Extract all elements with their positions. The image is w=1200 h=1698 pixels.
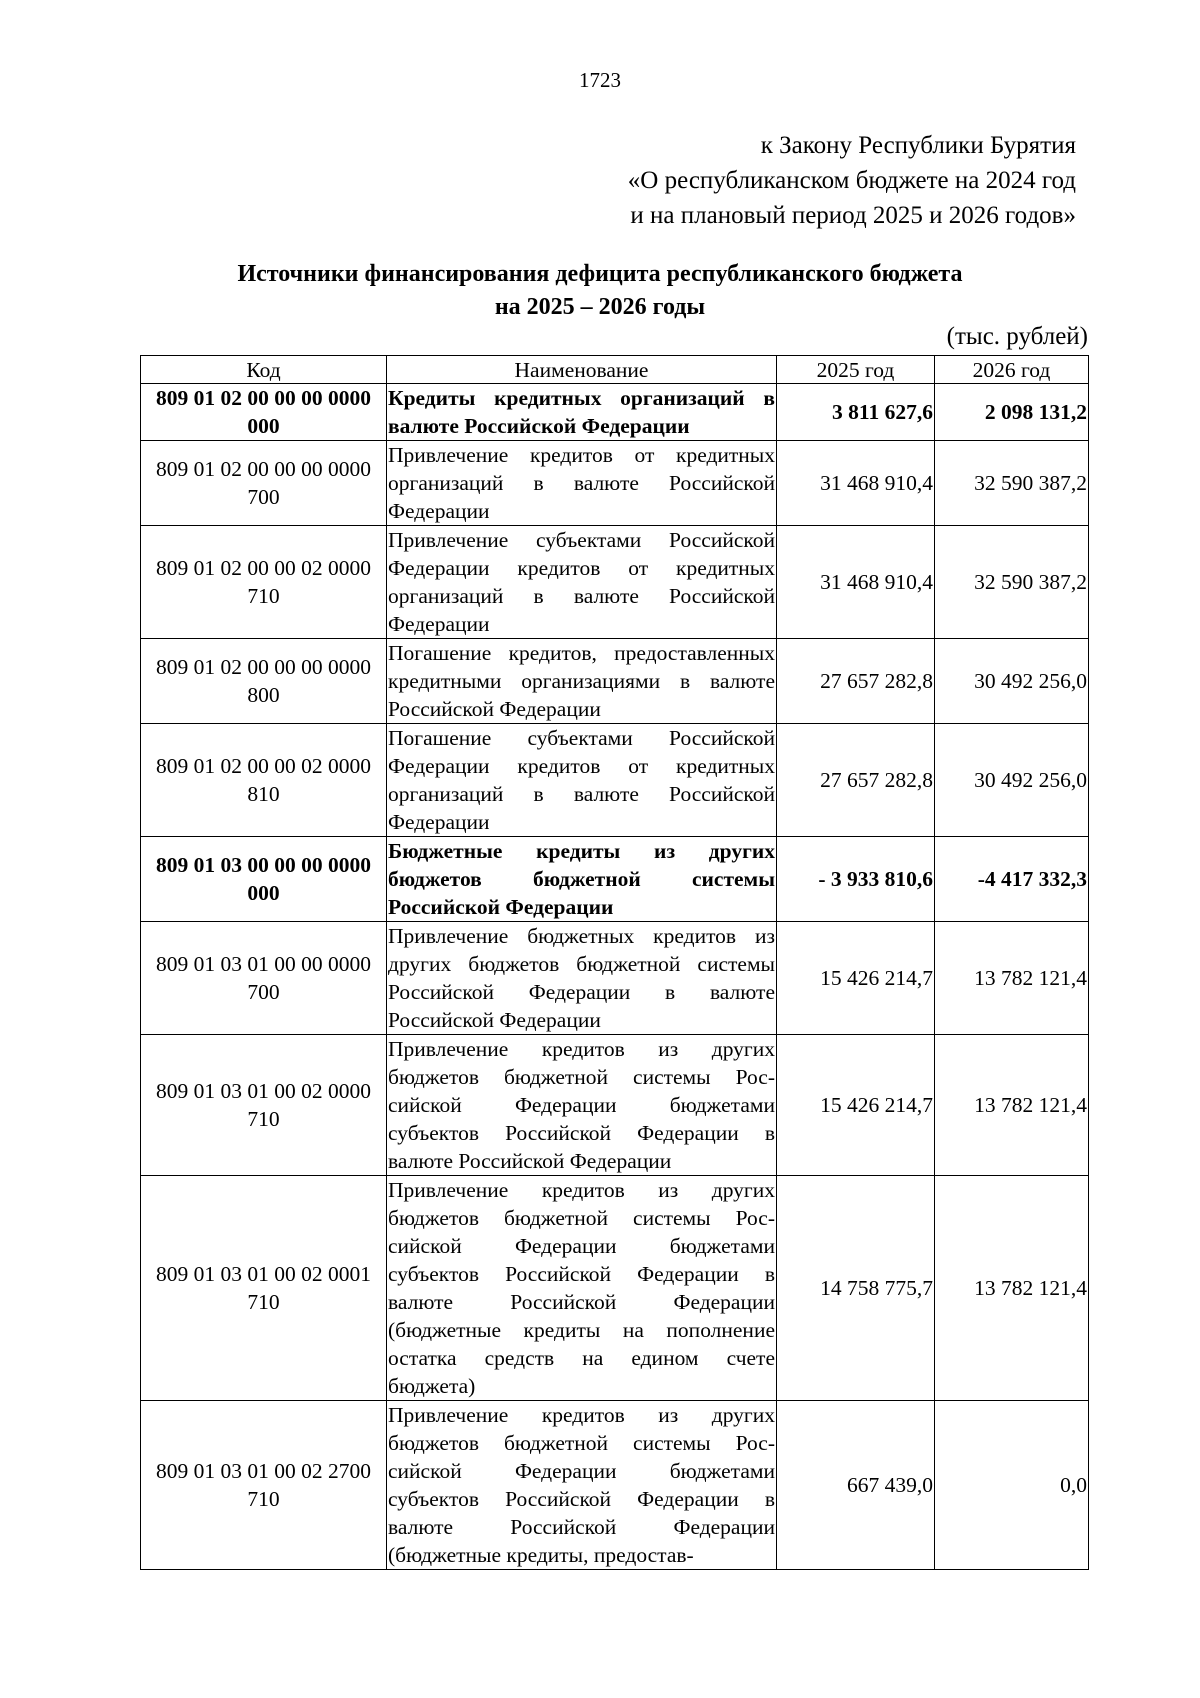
table-row	[141, 1176, 1089, 1401]
column-header-2025: 2025 год	[777, 356, 935, 384]
table-row	[141, 1035, 1089, 1176]
row-value-2025: 15 426 214,7	[777, 1035, 935, 1176]
row-value-2025: 3 811 627,6	[777, 384, 935, 441]
row-code-line-2: 710	[247, 1290, 280, 1314]
row-value-2025: 27 657 282,8	[777, 724, 935, 837]
row-code	[141, 837, 387, 922]
row-code	[141, 526, 387, 639]
row-value-2026: 30 492 256,0	[935, 639, 1089, 724]
table-row	[141, 1401, 1089, 1570]
row-value-2025: 27 657 282,8	[777, 639, 935, 724]
row-code	[141, 1401, 387, 1570]
row-value-2026: 13 782 121,4	[935, 1035, 1089, 1176]
title-line-2: на 2025 – 2026 годы	[494, 294, 706, 320]
row-code-line-1: 809 01 02 00 00 02 0000	[156, 556, 371, 580]
table-row	[141, 724, 1089, 837]
row-name: Привлечение субъектами Российской Федерации кредитов от кредитных организаций в валюте Российской Федерации	[387, 526, 777, 639]
row-code-line-2: 710	[247, 1107, 280, 1131]
row-code-line-1: 809 01 02 00 00 00 0000	[156, 386, 371, 410]
row-value-2025: 31 468 910,4	[777, 441, 935, 526]
row-code-line-1: 809 01 02 00 00 02 0000	[156, 754, 371, 778]
row-name: Погашение кредитов, предоставленных кредитными организациями в валюте Российской Федерации	[387, 639, 777, 724]
page-number: 1723	[579, 68, 621, 92]
row-code-line-2: 810	[247, 782, 280, 806]
law-reference-header	[628, 128, 1076, 233]
row-code	[141, 1176, 387, 1401]
financing-sources-table	[140, 355, 1089, 1570]
table-row	[141, 837, 1089, 922]
row-name: Погашение субъектами Российской Федерации кредитов от кредитных организаций в валюте Российской Федерации	[387, 724, 777, 837]
row-code-line-1: 809 01 03 01 00 02 0000	[156, 1079, 371, 1103]
row-value-2026: 30 492 256,0	[935, 724, 1089, 837]
table-body	[141, 384, 1089, 1570]
row-code	[141, 441, 387, 526]
row-value-2025: 15 426 214,7	[777, 922, 935, 1035]
row-value-2026: -4 417 332,3	[935, 837, 1089, 922]
row-code-line-2: 710	[247, 1487, 280, 1511]
row-name: Кредиты кредитных организаций в валюте Российской Федерации	[387, 384, 777, 441]
row-name: Привлечение бюджетных кредитов из других бюджетов бюджетной системы Российской Федерации в валюте Российской Федерации	[387, 922, 777, 1035]
table-header-row	[141, 356, 1089, 384]
table-row	[141, 384, 1089, 441]
row-name: Бюджетные кредиты из других бюджетов бюджетной системы Российской Федерации	[387, 837, 777, 922]
row-name: Привлечение кредитов из других бюджетов бюджетной системы Российской Федерации бюджетами субъектов Российской Федерации в валюте Российской Федерации (бюджетные кредиты, предостав-	[387, 1401, 777, 1570]
row-code-line-2: 000	[247, 881, 280, 905]
header-line-3: и на плановый период 2025 и 2026 годов»	[630, 202, 1076, 229]
row-code-line-1: 809 01 03 01 00 00 0000	[156, 952, 371, 976]
row-code-line-2: 800	[247, 683, 280, 707]
row-code-line-2: 700	[247, 485, 280, 509]
table-row	[141, 922, 1089, 1035]
row-value-2026: 0,0	[935, 1401, 1089, 1570]
column-header-code: Код	[141, 356, 387, 384]
row-code-line-2: 000	[247, 414, 280, 438]
column-header-2026: 2026 год	[935, 356, 1089, 384]
row-value-2026: 32 590 387,2	[935, 441, 1089, 526]
row-name: Привлечение кредитов от кредитных организаций в валюте Российской Федерации	[387, 441, 777, 526]
row-code-line-1: 809 01 03 01 00 02 0001	[156, 1262, 371, 1286]
header-line-1: к Закону Республики Бурятия	[760, 132, 1076, 159]
row-code	[141, 639, 387, 724]
row-code-line-1: 809 01 03 00 00 00 0000	[156, 853, 371, 877]
row-value-2026: 13 782 121,4	[935, 1176, 1089, 1401]
row-value-2026: 13 782 121,4	[935, 922, 1089, 1035]
row-code	[141, 1035, 387, 1176]
row-value-2026: 32 590 387,2	[935, 526, 1089, 639]
row-code-line-1: 809 01 02 00 00 00 0000	[156, 457, 371, 481]
row-code-line-1: 809 01 02 00 00 00 0000	[156, 655, 371, 679]
row-value-2025: 667 439,0	[777, 1401, 935, 1570]
units-label: (тыс. рублей)	[946, 323, 1088, 350]
row-code-line-2: 710	[247, 584, 280, 608]
row-value-2026: 2 098 131,2	[935, 384, 1089, 441]
title-line-1: Источники финансирования дефицита республиканского бюджета	[237, 261, 963, 287]
table-row	[141, 441, 1089, 526]
row-code	[141, 724, 387, 837]
row-name: Привлечение кредитов из других бюджетов бюджетной системы Российской Федерации бюджетами субъектов Российской Федерации в валюте Российской Федерации (бюджетные кредиты на пополнение остатка средств на едином счете бюджета)	[387, 1176, 777, 1401]
row-value-2025: - 3 933 810,6	[777, 837, 935, 922]
table-row	[141, 526, 1089, 639]
table-row	[141, 639, 1089, 724]
document-title	[140, 258, 1060, 324]
column-header-name: Наименование	[387, 356, 777, 384]
row-value-2025: 31 468 910,4	[777, 526, 935, 639]
row-code	[141, 384, 387, 441]
row-value-2025: 14 758 775,7	[777, 1176, 935, 1401]
row-code-line-1: 809 01 03 01 00 02 2700	[156, 1459, 371, 1483]
row-code	[141, 922, 387, 1035]
header-line-2: «О республиканском бюджете на 2024 год	[627, 167, 1076, 194]
row-name: Привлечение кредитов из других бюджетов бюджетной системы Российской Федерации бюджетами субъектов Российской Федерации в валюте Российской Федерации	[387, 1035, 777, 1176]
row-code-line-2: 700	[247, 980, 280, 1004]
